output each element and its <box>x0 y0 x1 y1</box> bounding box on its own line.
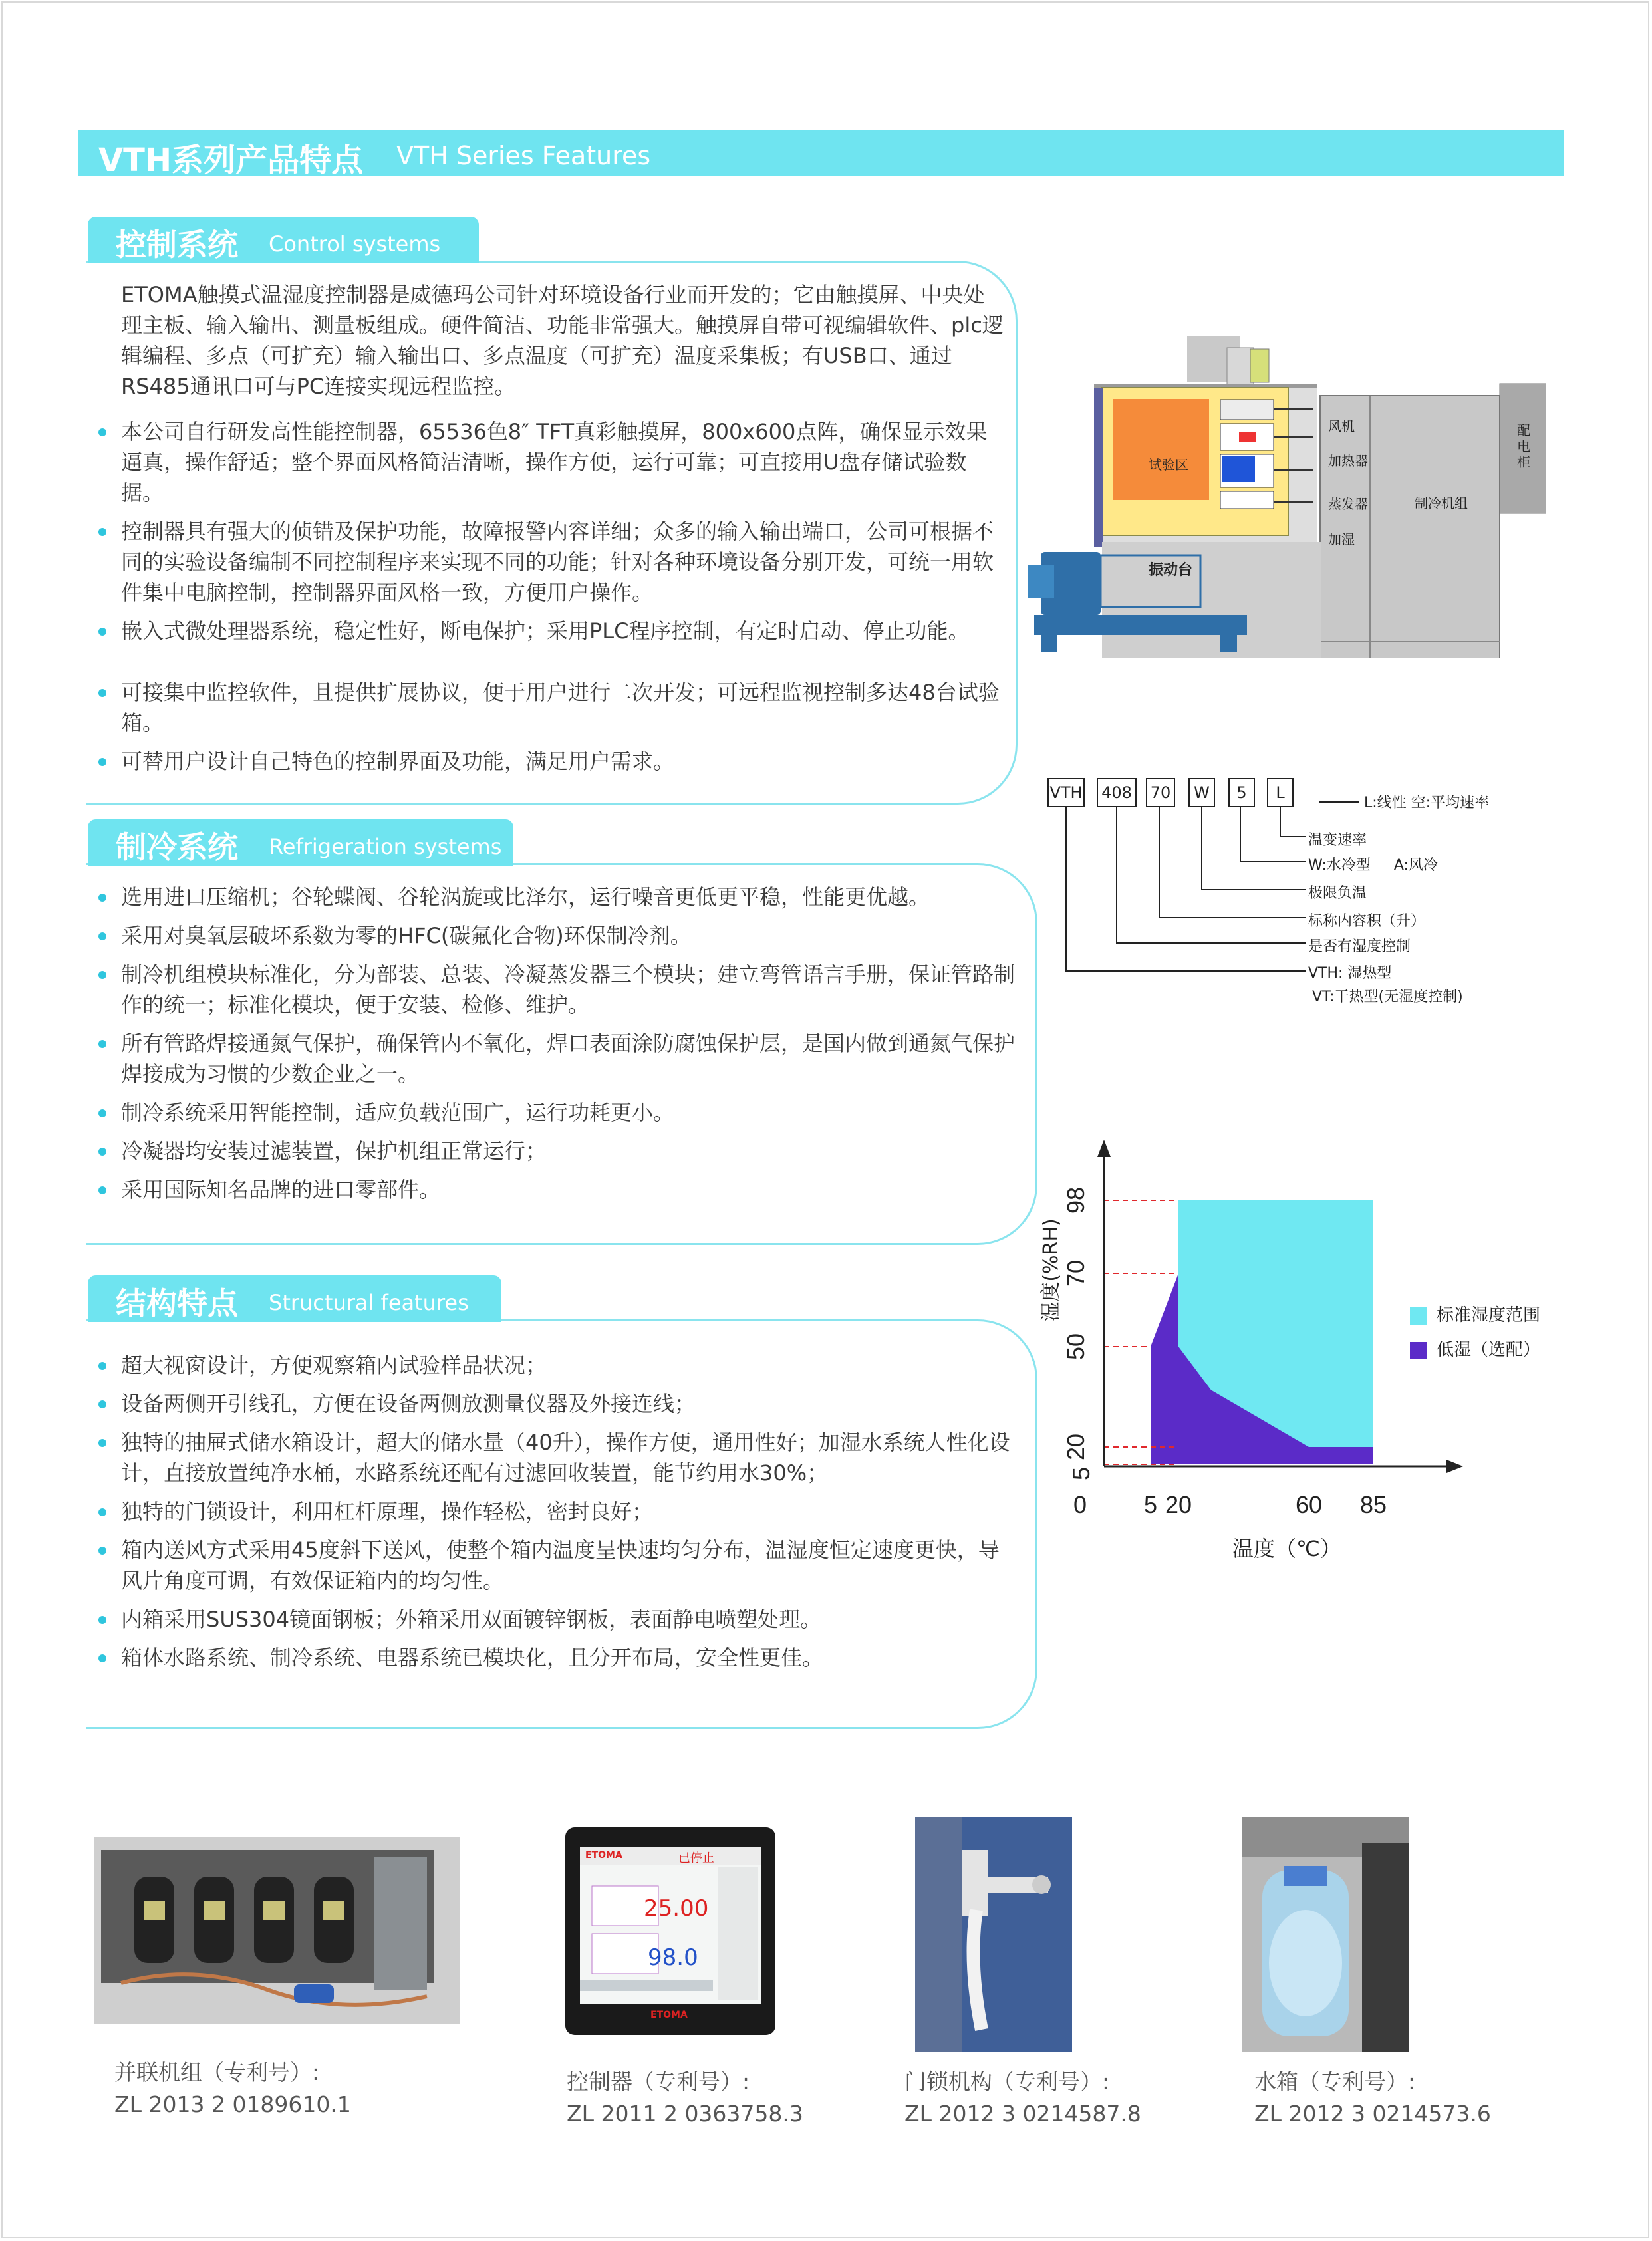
legend-label: 标准湿度范围 <box>1437 1305 1541 1325</box>
caption-water-tank-2: ZL 2012 3 0214573.6 <box>1254 2101 1491 2127</box>
x-axis-label: 温度（℃） <box>1232 1536 1341 1561</box>
model-code-legend <box>1047 778 1580 1011</box>
list-item: 可替用户设计自己特色的控制界面及功能，满足用户需求。 <box>96 746 1007 777</box>
label-refrig-unit: 制冷机组 <box>1415 495 1468 511</box>
code-box-low-temp: 70 <box>1146 778 1175 807</box>
refrigeration-section-tab <box>88 819 513 866</box>
structure-title-cn: 结构特点 <box>116 1285 238 1321</box>
label-heater: 加热器 <box>1328 453 1368 469</box>
caption-door-lock-2: ZL 2012 3 0214587.8 <box>904 2101 1141 2127</box>
label-test-zone: 试验区 <box>1149 457 1188 473</box>
x-axis-arrow <box>1446 1460 1463 1473</box>
code-note-volume: 标称内容积（升） <box>1308 913 1426 930</box>
screen-brand: ETOMA <box>585 1850 622 1861</box>
x-tick-label: 60 <box>1295 1491 1323 1518</box>
control-title-en: Control systems <box>269 231 441 257</box>
fan-box <box>1220 400 1274 420</box>
list-item: 独特的抽屉式储水箱设计，超大的储水量（40升），操作方便，通用性好；加湿水系统人性化设计，直接放置纯净水桶，水路系统还配有过滤回收装置，能节约用水30%； <box>96 1427 1020 1488</box>
code-note-vt: VT:干热型(无湿度控制) <box>1312 989 1463 1005</box>
y-tick-label: 20 <box>1062 1433 1089 1461</box>
refrigeration-title-cn: 制冷系统 <box>116 829 238 865</box>
code-box-cooling: W <box>1188 778 1215 807</box>
water-tank-photo <box>1242 1817 1409 2052</box>
list-item: 内箱采用SUS304镜面钢板；外箱采用双面镀锌钢板，表面静电喷塑处理。 <box>96 1604 1020 1635</box>
list-item: 采用国际知名品牌的进口零部件。 <box>96 1174 1020 1205</box>
list-item: 箱体水路系统、制冷系统、电器系统已模块化，且分开布局，安全性更佳。 <box>96 1643 1020 1673</box>
caption-parallel-unit-2: ZL 2013 2 0189610.1 <box>114 2091 351 2117</box>
y-axis-label: 湿度(%RH) <box>1039 1218 1063 1322</box>
list-item: 控制器具有强大的侦错及保护功能，故障报警内容详细；众多的输入输出端口，公司可根据不同的实验设备编制不同控制程序来实现不同的功能；针对各种环境设备分别开发，可统一用软件集中电脑控制，控制器界面风格一致，方便用户操作。 <box>96 516 1007 608</box>
control-intro: ETOMA触摸式温湿度控制器是威德玛公司针对环境设备行业而开发的；它由触摸屏、中央处理主板、输入输出、测量板组成。硬件简洁、功能非常强大。触摸屏自带可视编辑软件、plc逻辑编程、多点（可扩充）输入输出口、多点温度（可扩充）温度采集板；有USB口、通过RS485通讯口可与PC连接实现远程监控。 <box>121 282 1004 399</box>
y-axis-arrow <box>1097 1140 1111 1157</box>
x-tick-label: 20 <box>1165 1491 1192 1518</box>
screen-brand-bottom: ETOMA <box>650 2010 688 2020</box>
list-item: 选用进口压缩机；谷轮蝶阀、谷轮涡旋或比泽尔，运行噪音更低更平稳，性能更优越。 <box>96 882 1020 912</box>
refrigeration-unit-panel <box>1320 396 1500 658</box>
chart-svg <box>1037 1130 1570 1583</box>
label-humidify: 加湿 <box>1328 531 1355 547</box>
label-cabinet: 配 电 柜 <box>1517 422 1530 470</box>
y-tick-label: 5 <box>1067 1466 1095 1481</box>
list-item: 箱内送风方式采用45度斜下送风，使整个箱内温度呈快速均匀分布，温湿度恒定速度更快，导风片角度可调，有效保证箱内的均匀性。 <box>96 1535 1020 1596</box>
caption-door-lock-1: 门锁机构（专利号）: <box>904 2069 1110 2095</box>
label-evaporator: 蒸发器 <box>1328 496 1368 512</box>
control-section-tab <box>88 217 479 263</box>
legend-swatch <box>1410 1307 1427 1325</box>
parallel-unit-photo <box>94 1837 460 2024</box>
screen-status: 已停止 <box>678 1851 714 1865</box>
label-shaker: 振动台 <box>1149 562 1193 579</box>
parallel-unit-image <box>94 1837 460 2024</box>
controller-unit <box>1250 349 1269 382</box>
screen-humidity: 98.0 <box>648 1944 698 1971</box>
refrigeration-bullets <box>96 882 1020 1213</box>
caption-controller-2: ZL 2011 2 0363758.3 <box>567 2101 803 2127</box>
x-tick-label: 5 <box>1143 1491 1158 1518</box>
refrigeration-title-en: Refrigeration systems <box>269 834 502 859</box>
control-title-cn: 控制系统 <box>116 227 238 263</box>
list-item: 本公司自行研发高性能控制器，65536色8″ TFT真彩触摸屏，800x600点阵，确保显示效果逼真，操作舒适；整个界面风格简洁清晰，操作方便，运行可靠；可直接用U盘存储试验数据。 <box>96 416 1007 508</box>
door-lock-photo <box>915 1817 1072 2052</box>
x-tick-label: 0 <box>1073 1491 1087 1518</box>
test-zone <box>1113 399 1209 500</box>
duct-fitting <box>1227 348 1254 388</box>
equipment-diagram-svg <box>1028 336 1546 658</box>
caption-controller-1: 控制器（专利号）: <box>567 2069 750 2095</box>
code-note-rate: 温变速率 <box>1308 832 1367 849</box>
label-fan: 风机 <box>1328 418 1355 434</box>
y-tick-label: 50 <box>1062 1333 1089 1361</box>
chamber-door <box>1094 388 1103 547</box>
code-box-mode: L <box>1267 778 1294 807</box>
code-note-vth: VTH: 湿热型 <box>1308 965 1392 982</box>
list-item: 冷凝器均安装过滤装置，保护机组正常运行； <box>96 1136 1020 1166</box>
code-note-low-temp: 极限负温 <box>1308 885 1367 902</box>
code-note-linear: L:线性 空:平均速率 <box>1364 795 1490 811</box>
list-item: 制冷机组模块标准化，分为部装、总装、冷凝蒸发器三个模块；建立弯管语言手册，保证管路制作的统一；标准化模块，便于安装、检修、维护。 <box>96 959 1020 1020</box>
structure-title-en: Structural features <box>269 1290 469 1315</box>
door-lock-image <box>915 1817 1072 2052</box>
legend-label: 低湿（选配） <box>1437 1340 1541 1360</box>
controller-photo <box>565 1827 775 2035</box>
control-bullets <box>96 416 1007 785</box>
list-item: 采用对臭氧层破坏系数为零的HFC(碳氟化合物)环保制冷剂。 <box>96 920 1020 951</box>
caption-parallel-unit-1: 并联机组（专利号）: <box>114 2059 320 2085</box>
structure-bullets <box>96 1350 1020 1681</box>
list-item: 所有管路焊接通氮气保护，确保管内不氧化，焊口表面涂防腐蚀保护层，是国内做到通氮气保护焊接成为习惯的少数企业之一。 <box>96 1028 1020 1089</box>
code-box-series: VTH <box>1047 778 1085 807</box>
water-tank-image <box>1242 1817 1409 2052</box>
shaker-head <box>1028 565 1054 598</box>
structure-section-tab <box>88 1275 501 1322</box>
humidifier-box <box>1220 491 1274 509</box>
y-tick-label: 98 <box>1062 1186 1089 1214</box>
shaker-base <box>1034 615 1247 635</box>
banner-title-cn: VTH系列产品特点 <box>98 142 364 179</box>
list-item: 可接集中监控软件，且提供扩展协议，便于用户进行二次开发；可远程监视控制多达48台试验箱。 <box>96 677 1007 738</box>
list-item: 超大视窗设计，方便观察箱内试验样品状况； <box>96 1350 1020 1381</box>
legend-swatch <box>1410 1342 1427 1359</box>
humidity-temperature-chart <box>1037 1130 1570 1583</box>
equipment-diagram <box>1028 336 1546 658</box>
caption-water-tank-1: 水箱（专利号）: <box>1254 2069 1416 2095</box>
evaporator-coil <box>1222 456 1255 482</box>
y-tick-label: 70 <box>1062 1259 1089 1287</box>
main-banner <box>78 130 1564 179</box>
code-box-volume: 408 <box>1097 778 1137 807</box>
banner-title-en: VTH Series Features <box>396 141 651 170</box>
list-item: 嵌入式微处理器系统，稳定性好，断电保护；采用PLC程序控制，有定时启动、停止功能。 <box>96 616 1007 646</box>
heater-element <box>1239 432 1256 442</box>
code-note-cooling: W:水冷型 A:风冷 <box>1308 857 1438 874</box>
list-item: 设备两侧开引线孔，方便在设备两侧放测量仪器及外接连线； <box>96 1388 1020 1419</box>
code-box-rate: 5 <box>1228 778 1255 807</box>
code-note-humidity: 是否有湿度控制 <box>1308 938 1411 955</box>
x-tick-label: 85 <box>1359 1491 1387 1518</box>
screen-temperature: 25.00 <box>644 1895 709 1922</box>
list-item: 制冷系统采用智能控制，适应负载范围广，运行功耗更小。 <box>96 1097 1020 1128</box>
list-item: 独特的门锁设计，利用杠杆原理，操作轻松，密封良好； <box>96 1496 1020 1527</box>
